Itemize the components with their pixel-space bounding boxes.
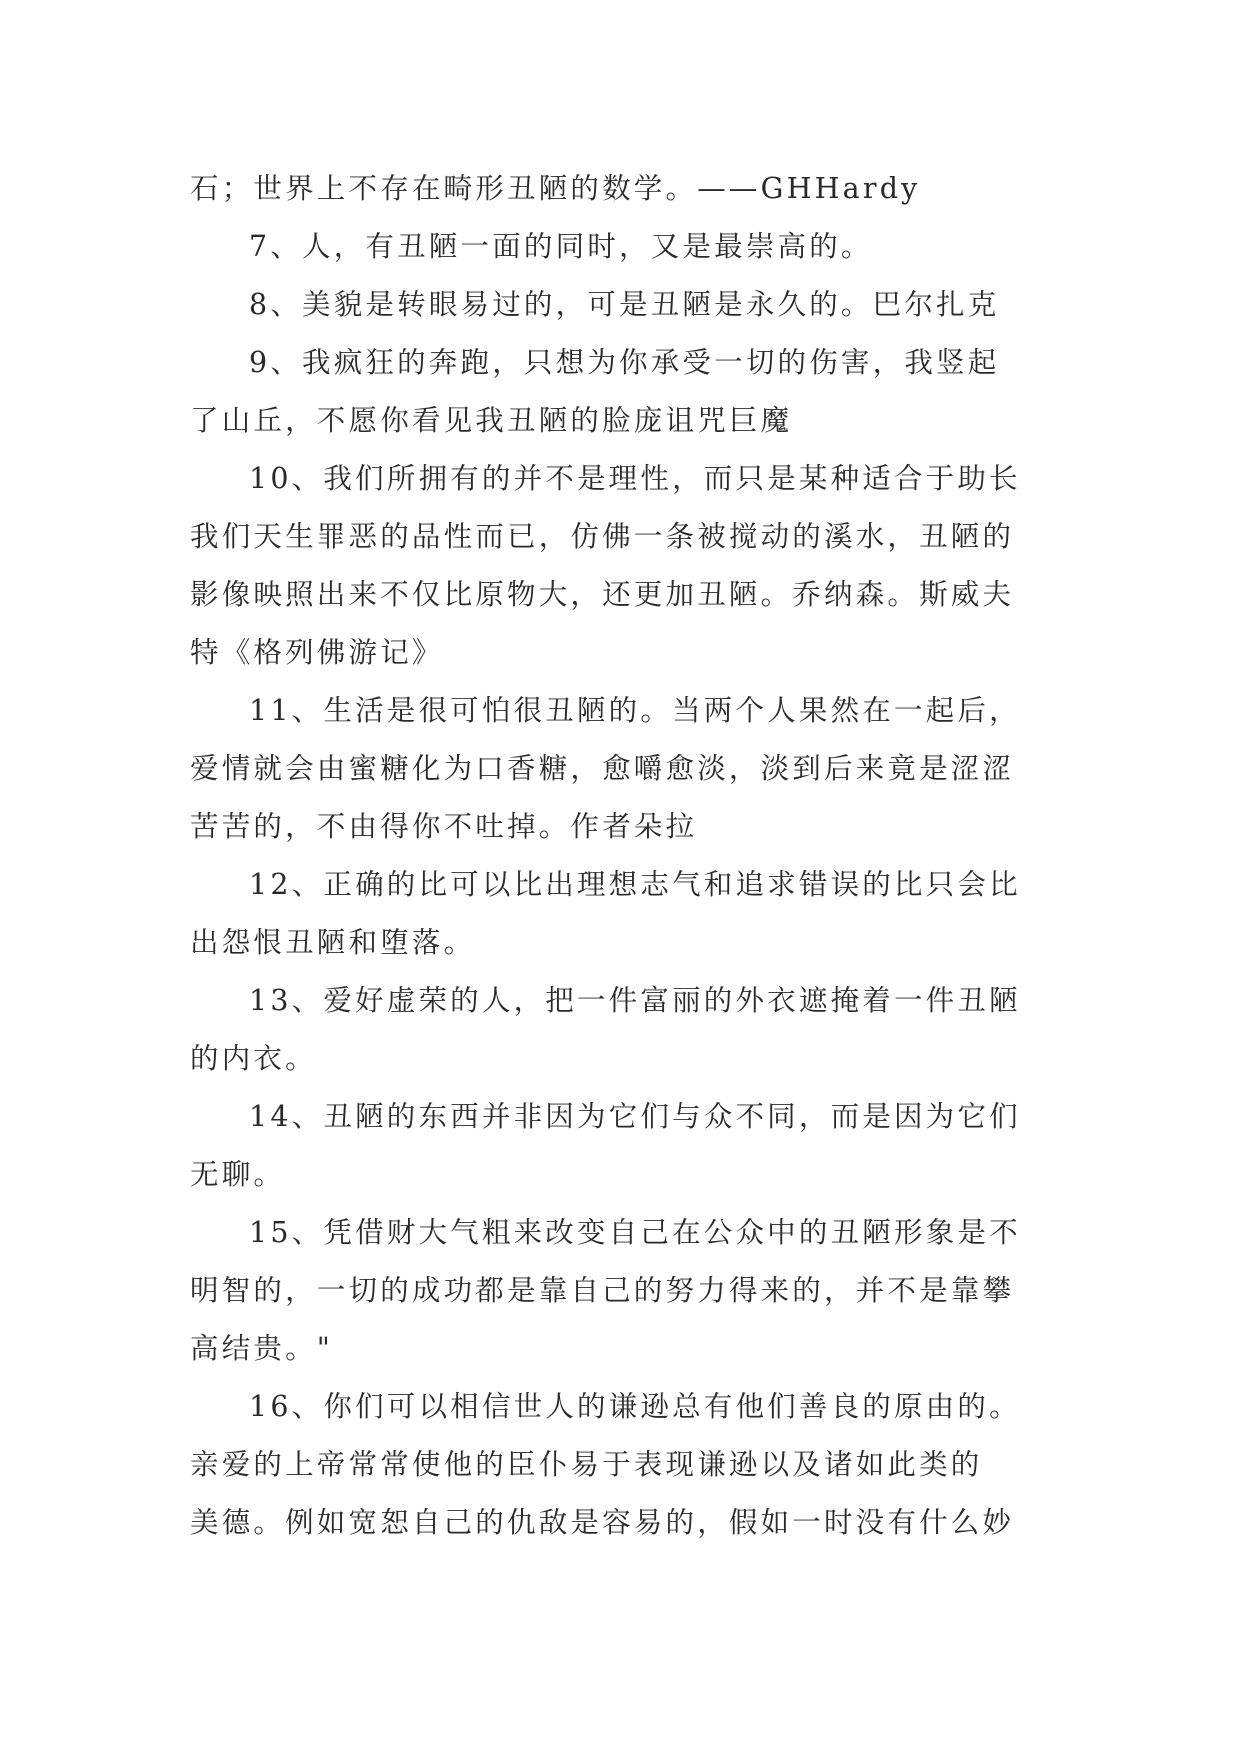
text-line-quote-7: 7、人，有丑陋一面的同时，又是最崇高的。	[249, 230, 873, 263]
text-line-quote-15: 15、凭借财大气粗来改变自己在公众中的丑陋形象是不	[249, 1216, 1021, 1249]
text-line: 我们天生罪恶的品性而已，仿佛一条被搅动的溪水，丑陋的	[190, 520, 1015, 553]
text-line-quote-11: 11、生活是很可怕很丑陋的。当两个人果然在一起后，	[249, 694, 1021, 727]
text-line: 爱情就会由蜜糖化为口香糖，愈嚼愈淡，淡到后来竟是涩涩	[190, 752, 1015, 785]
text-line: 明智的，一切的成功都是靠自己的努力得来的，并不是靠攀	[190, 1274, 1015, 1307]
text-line: 亲爱的上帝常常使他的臣仆易于表现谦逊以及诸如此类的	[190, 1448, 983, 1481]
text-line-quote-10: 10、我们所拥有的并不是理性，而只是某种适合于助长	[249, 462, 1021, 495]
text-line: 苦苦的，不由得你不吐掉。作者朵拉	[190, 810, 698, 843]
text-line: 出怨恨丑陋和堕落。	[190, 926, 476, 959]
text-line: 的内衣。	[190, 1042, 317, 1075]
text-line: 高结贵。"	[190, 1332, 334, 1365]
text-line-quote-12: 12、正确的比可以比出理想志气和追求错误的比只会比	[249, 868, 1021, 901]
text-line: 影像映照出来不仅比原物大，还更加丑陋。乔纳森。斯威夫	[190, 578, 1015, 611]
text-line-quote-8: 8、美貌是转眼易过的，可是丑陋是永久的。巴尔扎克	[249, 288, 1000, 321]
text-line-quote-16: 16、你们可以相信世人的谦逊总有他们善良的原由的。	[249, 1390, 1021, 1423]
text-line: 特《格列佛游记》	[190, 636, 444, 669]
text-line: 美德。例如宽恕自己的仇敌是容易的，假如一时没有什么妙	[190, 1506, 1015, 1539]
text-line: 石；世界上不存在畸形丑陋的数学。——GHHardy	[190, 172, 921, 205]
text-line: 无聊。	[190, 1158, 286, 1191]
text-line: 了山丘，不愿你看见我丑陋的脸庞诅咒巨魔	[190, 404, 793, 437]
document-body	[190, 160, 1070, 1552]
text-line-quote-13: 13、爱好虚荣的人，把一件富丽的外衣遮掩着一件丑陋	[249, 984, 1021, 1017]
text-line-quote-14: 14、丑陋的东西并非因为它们与众不同，而是因为它们	[249, 1100, 1021, 1133]
text-line-quote-9: 9、我疯狂的奔跑，只想为你承受一切的伤害，我竖起	[249, 346, 1000, 379]
